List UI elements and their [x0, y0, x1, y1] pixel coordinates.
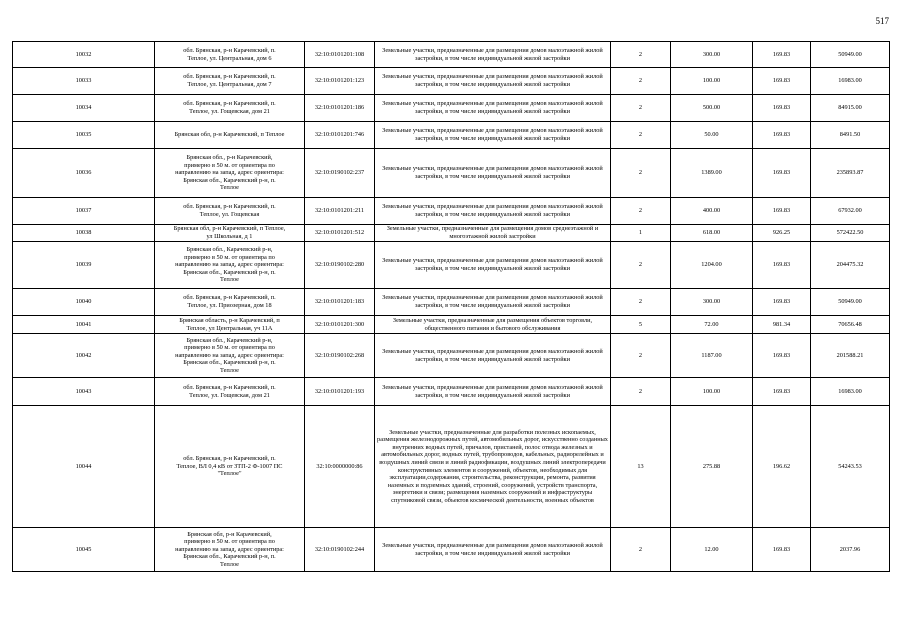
table-row — [13, 68, 890, 95]
row-address: обл. Брянская, р-н Карачевский, п. Теплое, ул. Приозерная, дом 18 — [155, 289, 305, 316]
row-address: Брянская обл, р-н Карачевский, примерно в 50 м. от ориентира по направлению на запад, адрес ориентира: Брянская обл., Карачевский р-н, п. Теплое — [155, 528, 305, 572]
row-land-use: Земельные участки, предназначенные для размещения домов среднеэтажной и многоэтажной жилой застройки — [375, 225, 611, 242]
table-row — [13, 334, 890, 378]
row-rate: 169.83 — [753, 334, 811, 378]
row-cadastral-value: 235893.87 — [811, 149, 890, 198]
page-number: 517 — [875, 16, 889, 26]
row-address: Брянская обл, р-н Карачевский, п Теплое — [155, 122, 305, 149]
row-category: 2 — [611, 149, 671, 198]
table-row — [13, 95, 890, 122]
row-id: 10041 — [13, 316, 155, 334]
row-cadastral-value: 70656.48 — [811, 316, 890, 334]
row-id: 10037 — [13, 198, 155, 225]
row-cadastral-number: 32:10:0190102:268 — [305, 334, 375, 378]
row-land-use: Земельные участки, предназначенные для размещения объектов торговли, общественного питания и бытового обслуживания — [375, 316, 611, 334]
row-id: 10044 — [13, 406, 155, 528]
row-cadastral-number: 32:10:0190102:244 — [305, 528, 375, 572]
row-area: 400.00 — [671, 198, 753, 225]
table-row — [13, 122, 890, 149]
row-land-use: Земельные участки, предназначенные для размещения домов малоэтажной жилой застройки, в том числе индивидуальной жилой застройки — [375, 122, 611, 149]
row-area: 618.00 — [671, 225, 753, 242]
row-land-use: Земельные участки, предназначенные для размещения домов малоэтажной жилой застройки, в том числе индивидуальной жилой застройки — [375, 289, 611, 316]
row-id: 10039 — [13, 242, 155, 289]
row-category: 2 — [611, 378, 671, 406]
table-row — [13, 149, 890, 198]
row-id: 10043 — [13, 378, 155, 406]
row-cadastral-value: 204475.32 — [811, 242, 890, 289]
row-cadastral-number: 32:10:0101201:183 — [305, 289, 375, 316]
row-cadastral-value: 54243.53 — [811, 406, 890, 528]
row-id: 10038 — [13, 225, 155, 242]
row-rate: 926.25 — [753, 225, 811, 242]
row-cadastral-value: 16983.00 — [811, 378, 890, 406]
row-cadastral-value: 50949.00 — [811, 42, 890, 68]
row-category: 2 — [611, 289, 671, 316]
row-cadastral-number: 32:10:0101201:108 — [305, 42, 375, 68]
row-cadastral-value: 67932.00 — [811, 198, 890, 225]
row-cadastral-number: 32:10:0101201:512 — [305, 225, 375, 242]
row-land-use: Земельные участки, предназначенные для размещения домов малоэтажной жилой застройки, в том числе индивидуальной жилой застройки — [375, 334, 611, 378]
land-registry-table — [12, 41, 890, 572]
row-rate: 169.83 — [753, 68, 811, 95]
row-address: обл. Брянская, р-н Карачевский, п. Теплое, ул. Гощевская, дом 21 — [155, 378, 305, 406]
row-cadastral-number: 32:10:0101201:123 — [305, 68, 375, 95]
row-area: 100.00 — [671, 68, 753, 95]
row-land-use: Земельные участки, предназначенные для размещения домов малоэтажной жилой застройки, в том числе индивидуальной жилой застройки — [375, 242, 611, 289]
row-area: 72.00 — [671, 316, 753, 334]
row-cadastral-number: 32:10:0101201:300 — [305, 316, 375, 334]
table-row — [13, 316, 890, 334]
row-category: 2 — [611, 334, 671, 378]
row-rate: 169.83 — [753, 378, 811, 406]
row-rate: 169.83 — [753, 242, 811, 289]
row-category: 1 — [611, 225, 671, 242]
row-area: 12.00 — [671, 528, 753, 572]
table-row — [13, 198, 890, 225]
row-rate: 169.83 — [753, 122, 811, 149]
row-category: 2 — [611, 95, 671, 122]
row-category: 2 — [611, 198, 671, 225]
row-address: обл. Брянская, р-н Карачевский, п. Теплое, ул. Центральная, дом 7 — [155, 68, 305, 95]
row-land-use: Земельные участки, предназначенные для размещения домов малоэтажной жилой застройки, в том числе индивидуальной жилой застройки — [375, 378, 611, 406]
row-cadastral-value: 572422.50 — [811, 225, 890, 242]
row-rate: 169.83 — [753, 198, 811, 225]
table-row — [13, 378, 890, 406]
row-category: 2 — [611, 42, 671, 68]
row-id: 10034 — [13, 95, 155, 122]
row-cadastral-value: 2037.96 — [811, 528, 890, 572]
table-row — [13, 42, 890, 68]
row-address: обл. Брянская, р-н Карачевский, п. Теплое, ул. Центральная, дом 6 — [155, 42, 305, 68]
row-address: Брянская обл., Карачевский р-н, примерно в 50 м. от ориентира по направлению на запад, адрес ориентира: Брянская обл., Карачевский р-н, п. Теплое — [155, 242, 305, 289]
row-rate: 196.62 — [753, 406, 811, 528]
row-address: обл. Брянская, р-н Карачевский, п. Теплое, ВЛ 0,4 кВ от ЗТП-2 Ф-1007 ПС "Теплое" — [155, 406, 305, 528]
row-category: 2 — [611, 242, 671, 289]
table-row — [13, 528, 890, 572]
row-address: Брянская область, р-н Карачевский, п Теплое, ул Центральная, уч 11А — [155, 316, 305, 334]
row-rate: 981.34 — [753, 316, 811, 334]
row-area: 1204.00 — [671, 242, 753, 289]
row-address: Брянская обл., р-н Карачевский, примерно в 50 м. от ориентира по направлению на запад, адрес ориентира: Брянская обл., Карачевский р-н, п. Теплое — [155, 149, 305, 198]
row-area: 300.00 — [671, 289, 753, 316]
row-id: 10032 — [13, 42, 155, 68]
row-cadastral-number: 32:10:0101201:211 — [305, 198, 375, 225]
row-area: 300.00 — [671, 42, 753, 68]
row-address: Брянская обл, р-н Карачевский, п Теплое, ул Школьная, д 1 — [155, 225, 305, 242]
row-land-use: Земельные участки, предназначенные для размещения домов малоэтажной жилой застройки, в том числе индивидуальной жилой застройки — [375, 68, 611, 95]
row-rate: 169.83 — [753, 149, 811, 198]
row-rate: 169.83 — [753, 42, 811, 68]
row-cadastral-value: 16983.00 — [811, 68, 890, 95]
row-area: 500.00 — [671, 95, 753, 122]
row-rate: 169.83 — [753, 528, 811, 572]
row-rate: 169.83 — [753, 95, 811, 122]
row-land-use: Земельные участки, предназначенные для размещения домов малоэтажной жилой застройки, в том числе индивидуальной жилой застройки — [375, 149, 611, 198]
row-land-use: Земельные участки, предназначенные для размещения домов малоэтажной жилой застройки, в том числе индивидуальной жилой застройки — [375, 198, 611, 225]
row-area: 1389.00 — [671, 149, 753, 198]
row-id: 10045 — [13, 528, 155, 572]
row-id: 10042 — [13, 334, 155, 378]
row-land-use: Земельные участки, предназначенные для разработки полезных ископаемых, размещения железнодорожных путей, автомобильных дорог, искусственно созданных внутренних водных путей, причалов, пристаней, полос отвода железных и автомобильных дорог, водных путей, трубопроводов, кабельных, радиорелейных и воздушных линий связи и линий радиофикации, воздушных линий электропередачи конструктивных элементов и сооружений, объектов, необходимых для эксплуатации,содержания, строительства, реконструкции, ремонта, развития наземных и подземных зданий, строений, сооружений, устройств транспорта, энергетики и связи; размещения наземных сооружений и инфраструктуры спутниковой связи, объектов космической деятельности, военных объектов — [375, 406, 611, 528]
row-category: 5 — [611, 316, 671, 334]
row-rate: 169.83 — [753, 289, 811, 316]
row-address: обл. Брянская, р-н Карачевский, п. Теплое, ул. Гощевская — [155, 198, 305, 225]
table-row — [13, 225, 890, 242]
table-row — [13, 242, 890, 289]
row-cadastral-value: 8491.50 — [811, 122, 890, 149]
row-cadastral-number: 32:10:0190102:280 — [305, 242, 375, 289]
row-area: 1187.00 — [671, 334, 753, 378]
row-cadastral-value: 201588.21 — [811, 334, 890, 378]
row-category: 2 — [611, 122, 671, 149]
row-address: обл. Брянская, р-н Карачевский, п. Теплое, ул. Гощевская, дом 21 — [155, 95, 305, 122]
row-area: 275.88 — [671, 406, 753, 528]
row-area: 100.00 — [671, 378, 753, 406]
row-category: 2 — [611, 528, 671, 572]
row-id: 10040 — [13, 289, 155, 316]
row-cadastral-number: 32:10:0190102:237 — [305, 149, 375, 198]
row-cadastral-number: 32:10:0101201:746 — [305, 122, 375, 149]
row-land-use: Земельные участки, предназначенные для размещения домов малоэтажной жилой застройки, в том числе индивидуальной жилой застройки — [375, 42, 611, 68]
row-cadastral-value: 84915.00 — [811, 95, 890, 122]
row-id: 10035 — [13, 122, 155, 149]
row-cadastral-number: 32:10:0101201:186 — [305, 95, 375, 122]
row-address: Брянская обл., Карачевский р-н, примерно в 50 м. от ориентира по направлению на запад, адрес ориентира: Брянская обл., Карачевский р-н, п. Теплое — [155, 334, 305, 378]
row-id: 10033 — [13, 68, 155, 95]
row-category: 13 — [611, 406, 671, 528]
row-area: 50.00 — [671, 122, 753, 149]
row-cadastral-value: 50949.00 — [811, 289, 890, 316]
row-land-use: Земельные участки, предназначенные для размещения домов малоэтажной жилой застройки, в том числе индивидуальной жилой застройки — [375, 95, 611, 122]
row-id: 10036 — [13, 149, 155, 198]
row-land-use: Земельные участки, предназначенные для размещения домов малоэтажной жилой застройки, в том числе индивидуальной жилой застройки — [375, 528, 611, 572]
table-row — [13, 289, 890, 316]
row-cadastral-number: 32:10:0000000:86 — [305, 406, 375, 528]
row-cadastral-number: 32:10:0101201:193 — [305, 378, 375, 406]
row-category: 2 — [611, 68, 671, 95]
table-row — [13, 406, 890, 528]
